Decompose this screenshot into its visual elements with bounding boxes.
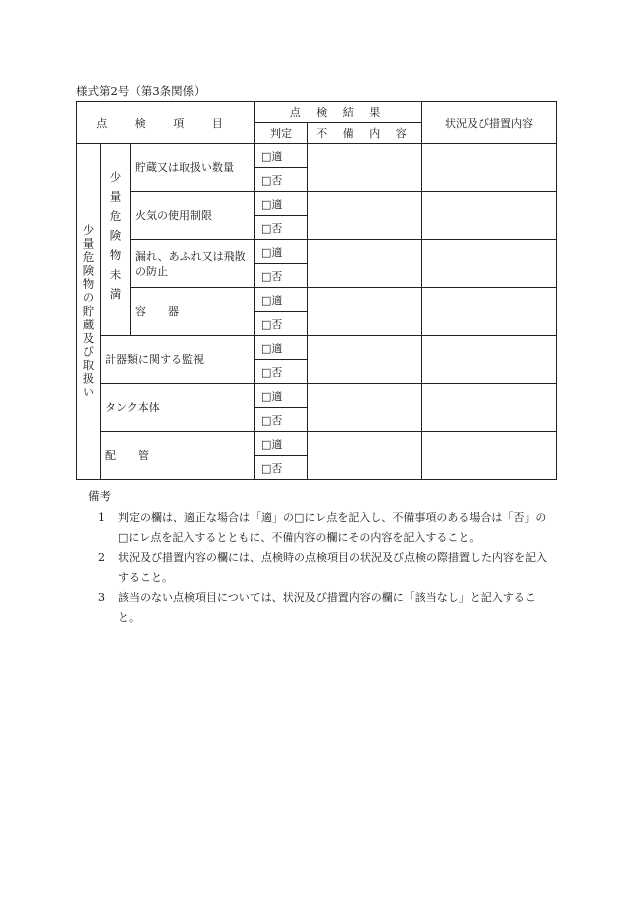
check-ng[interactable]: □否 [255, 168, 308, 192]
note-number: 3 [98, 591, 105, 604]
table-row [77, 384, 557, 408]
category-main-label: 少量危険物の貯蔵及び取扱い [81, 223, 96, 400]
header-inspection-item: 点 検 項 目 [77, 102, 255, 144]
defect-cell[interactable] [308, 288, 422, 336]
note-text: 状況及び措置内容の欄には、点検時の点検項目の状況及び点検の際措置した内容を記入すること。 [118, 551, 547, 584]
defect-cell[interactable] [308, 336, 422, 384]
category-sub-label: 少量危険物未満 [108, 171, 123, 308]
status-cell[interactable] [422, 240, 557, 288]
check-ng[interactable]: □否 [255, 360, 308, 384]
notes-title: 備考 [88, 489, 111, 503]
table-row [77, 144, 557, 168]
table-row [77, 288, 557, 312]
table-row [77, 240, 557, 264]
check-ok[interactable]: □適 [255, 240, 308, 264]
item-label: 容 器 [131, 288, 255, 336]
check-ok[interactable]: □適 [255, 144, 308, 168]
item-label: 貯蔵又は取扱い数量 [131, 144, 255, 192]
item-label: タンク本体 [101, 384, 255, 432]
status-cell[interactable] [422, 432, 557, 480]
check-ok[interactable]: □適 [255, 336, 308, 360]
header-status-measures: 状況及び措置内容 [422, 102, 557, 144]
note-item [76, 548, 556, 588]
defect-cell[interactable] [308, 144, 422, 192]
note-text: 該当のない点検項目については、状況及び措置内容の欄に「該当なし」と記入すること。 [118, 591, 536, 624]
check-ng[interactable]: □否 [255, 216, 308, 240]
check-ng[interactable]: □否 [255, 456, 308, 480]
item-label: 計器類に関する監視 [101, 336, 255, 384]
category-main-cell [77, 144, 101, 480]
form-number: 様式第2号（第3条関係） [76, 84, 206, 98]
status-cell[interactable] [422, 336, 557, 384]
notes [76, 486, 556, 628]
table-row [77, 432, 557, 456]
defect-cell[interactable] [308, 240, 422, 288]
check-ok[interactable]: □適 [255, 384, 308, 408]
defect-cell[interactable] [308, 384, 422, 432]
header-defect-content: 不 備 内 容 [308, 123, 422, 144]
status-cell[interactable] [422, 192, 557, 240]
item-label: 配 管 [101, 432, 255, 480]
header-inspection-result: 点 検 結 果 [255, 102, 422, 123]
check-ng[interactable]: □否 [255, 408, 308, 432]
check-ng[interactable]: □否 [255, 264, 308, 288]
note-number: 1 [98, 511, 105, 524]
check-ok[interactable]: □適 [255, 432, 308, 456]
check-ng[interactable]: □否 [255, 312, 308, 336]
table-row [77, 336, 557, 360]
status-cell[interactable] [422, 288, 557, 336]
note-item [76, 588, 556, 628]
note-text: 判定の欄は、適正な場合は「適」の□にレ点を記入し、不備事項のある場合は「否」の□にレ点を記入するとともに、不備内容の欄にその内容を記入すること。 [118, 511, 547, 544]
status-cell[interactable] [422, 144, 557, 192]
check-ok[interactable]: □適 [255, 288, 308, 312]
category-sub-cell [101, 144, 131, 336]
inspection-table [76, 101, 557, 480]
defect-cell[interactable] [308, 432, 422, 480]
note-item [76, 508, 556, 548]
item-label: 火気の使用制限 [131, 192, 255, 240]
item-label: 漏れ、あふれ又は飛散の防止 [131, 240, 255, 288]
note-number: 2 [98, 551, 105, 564]
defect-cell[interactable] [308, 192, 422, 240]
status-cell[interactable] [422, 384, 557, 432]
check-ok[interactable]: □適 [255, 192, 308, 216]
header-judgement: 判定 [255, 123, 308, 144]
table-row [77, 192, 557, 216]
